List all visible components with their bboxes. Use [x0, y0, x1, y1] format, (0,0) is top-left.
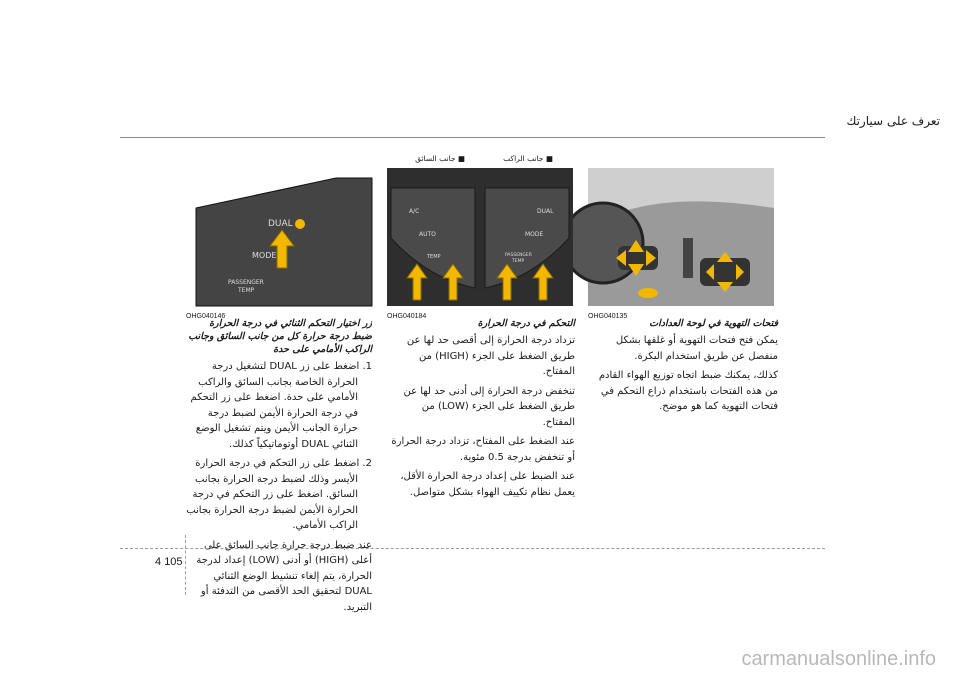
temperature-controls-figure [387, 168, 573, 320]
header-divider [120, 137, 825, 138]
chapter-number: 4 [155, 556, 162, 568]
section-heading: فتحات التهوية في لوحة العدادات [649, 318, 778, 329]
controls-illustration [387, 168, 573, 306]
mode-label: MODE [252, 251, 277, 260]
dual-illustration [186, 168, 372, 306]
temperature-text-column [389, 317, 575, 504]
temp-label: TEMP [427, 254, 441, 260]
paragraph: عند ضبط درجة حرارة جانب السائق على أعلى (HIGH) أو أدنى (LOW) إعداد لدرجة الحرارة، يتم إلغاء تنشيط الوضع الثنائي DUAL لتحقيق الحد الأقصى من التدفئة أو التبريد. [196, 539, 372, 613]
dual-label: DUAL [268, 219, 293, 229]
passenger-label: PASSENGER [228, 279, 264, 286]
section-heading: زر اختيار التحكم الثنائي في درجة الحرارة ضبط درجة حرارة كل من جانب السائق وجانب الراكب الأمامي على حدة [188, 318, 372, 355]
footer-vertical-divider [185, 535, 186, 595]
dual-button-figure [186, 168, 372, 320]
figure-legend [396, 154, 572, 163]
paragraph: كذلك، يمكنك ضبط اتجاه توزيع الهواء القادم من هذه الفتحات باستخدام ذراع التحكم في فتحات التهوية كما هو موضح. [598, 370, 778, 412]
ac-label: A/C [409, 208, 420, 215]
section-heading: التحكم في درجة الحرارة [477, 318, 575, 329]
mode-label: MODE [525, 231, 544, 238]
page-number-value: 105 [164, 556, 183, 568]
passenger-temp-label: TEMP [512, 259, 525, 264]
paragraph: تنخفض درجة الحرارة إلى أدنى حد لها عن طريق الضغط على الجزء (LOW) من المفتاح. [403, 385, 575, 428]
paragraph: تزداد درجة الحرارة إلى أقصى حد لها عن طريق الضغط على الجزء (HIGH) من المفتاح. [406, 335, 575, 377]
paragraph: يمكن فتح فتحات التهوية أو غلقها بشكل منفصل عن طريق استخدام البكرة. [615, 335, 778, 362]
figure-code: OHG040135 [588, 313, 628, 320]
figure-code: OHG040184 [387, 313, 427, 320]
figure-code: OHG040146 [186, 313, 226, 320]
passenger-label: PASSENGER [505, 253, 532, 258]
page-header-title: تعرف على سيارتك [846, 114, 940, 128]
list-item: 2. اضغط على زر التحكم في درجة الحرارة الأيسر وذلك لضبط درجة الحرارة بجانب السائق. اضغط على زر التحكم في درجة الحرارة الأيمن لضبط درجة الحرارة بجانب الراكب الأمامي. [186, 458, 372, 531]
legend-passenger: ■ جانب السائق [415, 154, 465, 163]
footer-divider [120, 548, 825, 549]
auto-label: AUTO [419, 231, 436, 238]
page-number [155, 556, 183, 568]
list-item: 1. اضغط على زر DUAL لتشغيل درجة الحرارة الخاصة بجانب السائق والراكب الأمامي على حدة. اضغط على زر التحكم في درجة الحرارة الأيمن لضبط درجة حرارة الجانب الأيمن ويتم تشغيل الوضع الثنائي DUAL أوتوماتيكياً كذلك. [190, 361, 372, 450]
watermark: carmanualsonline.info [741, 648, 936, 670]
temp-label: TEMP [238, 287, 255, 294]
paragraph: عند الضغط على المفتاح، تزداد درجة الحرارة أو تنخفض بدرجة 0.5 مئوية. [391, 436, 575, 463]
paragraph: عند الضبط على إعداد درجة الحرارة الأقل، يعمل نظام تكييف الهواء بشكل متواصل. [400, 471, 575, 498]
vents-text-column [592, 317, 778, 419]
dual-text-column [186, 317, 372, 619]
dual-label: DUAL [537, 208, 554, 215]
legend-driver: ■ جانب الراكب [503, 154, 553, 163]
dashboard-vent-figure [588, 168, 774, 320]
dashboard-illustration [588, 168, 774, 306]
